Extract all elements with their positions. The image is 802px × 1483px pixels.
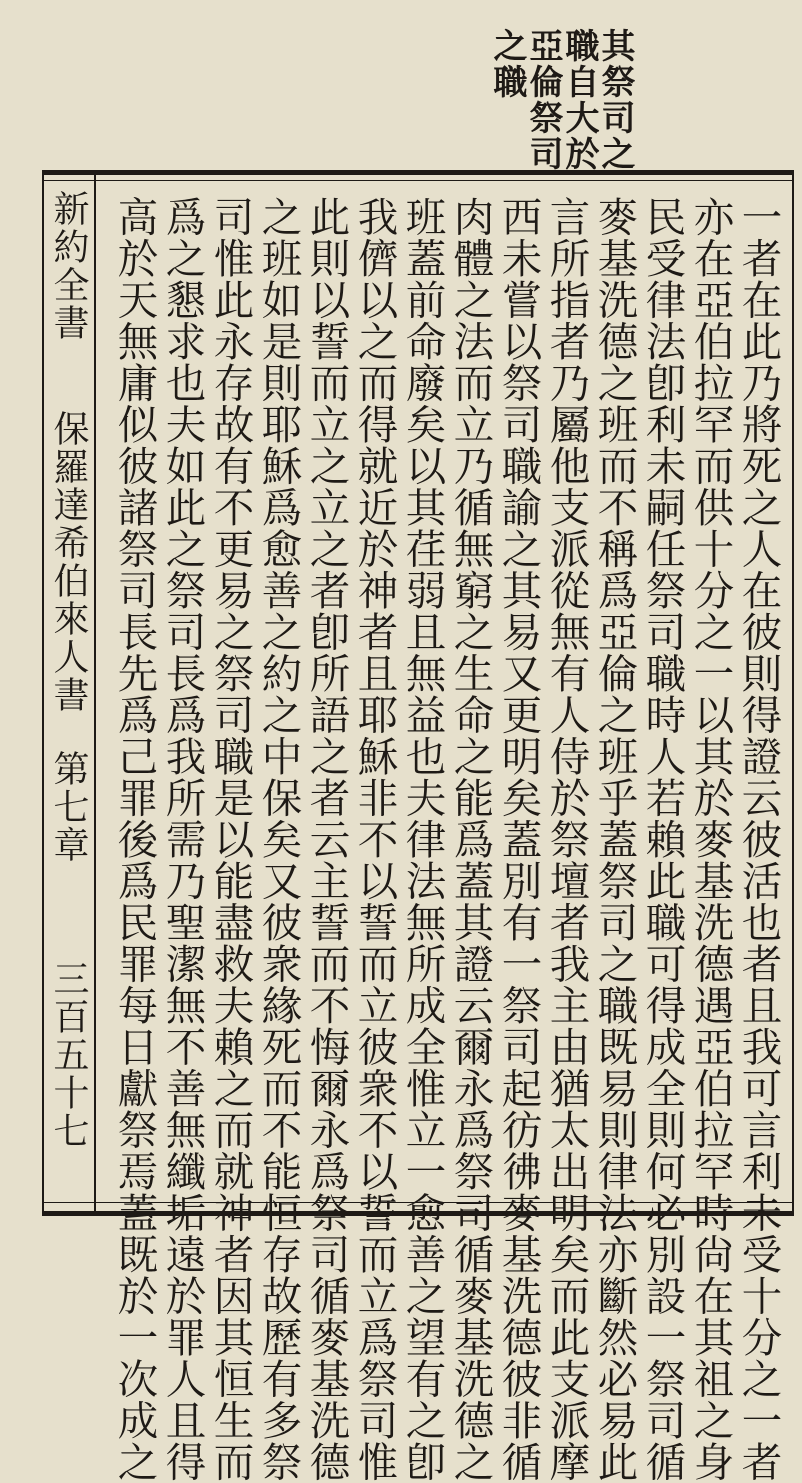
frame-rule-top [42,180,794,181]
text-column: 一者在此乃將死之人在彼則得證云彼活也者且我可言利未受十分之一者 [734,196,783,1483]
text-column: 司惟此永存故有不更易之祭司職是以能盡救夫賴之而就神者因其恒生而 [206,196,255,1483]
margin-note [150,28,635,172]
margin-note-line: 亞倫祭司 [523,28,563,172]
text-column: 我儕以之而得就近於神者且耶穌非不以誓而立彼衆不以誓而立爲祭司惟 [350,196,399,1483]
page-number: 三百五十七 [48,960,89,1150]
header-separator [94,175,96,1211]
epistle-title: 保羅達希伯來人書 [48,410,89,714]
margin-note-line: 職自大於 [559,28,599,172]
text-column: 民受律法卽利未嗣任祭司職時人若賴此職可得成全則何必別設一祭司循 [638,196,687,1483]
text-column: 爲之懇求也夫如此之祭司長爲我所需乃聖潔無不善無纖垢遠於罪人且得 [158,196,207,1483]
book-title: 新約全書 [48,190,89,342]
running-header [46,190,92,1200]
text-column: 高於天無庸似彼諸祭司長先爲己罪後爲民罪每日獻祭焉蓋既於一次成之 [110,196,159,1483]
text-column: 亦在亞伯拉罕而供十分之一以其於麥基洗德遇亞伯拉罕時尙在其祖之身 [686,196,735,1483]
text-column: 肉體之法而立乃循無窮之生命之能爲蓋其證云爾永爲祭司循麥基洗德之 [446,196,495,1483]
text-column: 西未嘗以祭司職諭之其易又更明矣蓋別有一祭司起彷彿麥基洗德彼非循 [494,196,543,1483]
text-column: 麥基洗德之班而不稱爲亞倫之班乎蓋祭司之職既易則律法亦斷然必易此 [590,196,639,1483]
text-column: 此則以誓而立之立之者卽所語之者云主誓而不悔爾永爲祭司循麥基洗德 [302,196,351,1483]
text-column: 之班如是則耶穌爲愈善之約之中保矣又彼衆緣死而不能恒存故歷有多祭 [254,196,303,1483]
margin-note-line: 之職 [487,28,527,100]
chapter-label: 第七章 [48,750,89,864]
text-column: 言所指者乃屬他支派從無有人侍於祭壇者我主由猶太出明矣而此支派摩 [542,196,591,1483]
text-column: 班蓋前命廢矣以其荏弱且無益也夫律法無所成全惟立一愈善之望有之卽 [398,196,447,1483]
margin-note-line: 其祭司之 [595,28,635,172]
